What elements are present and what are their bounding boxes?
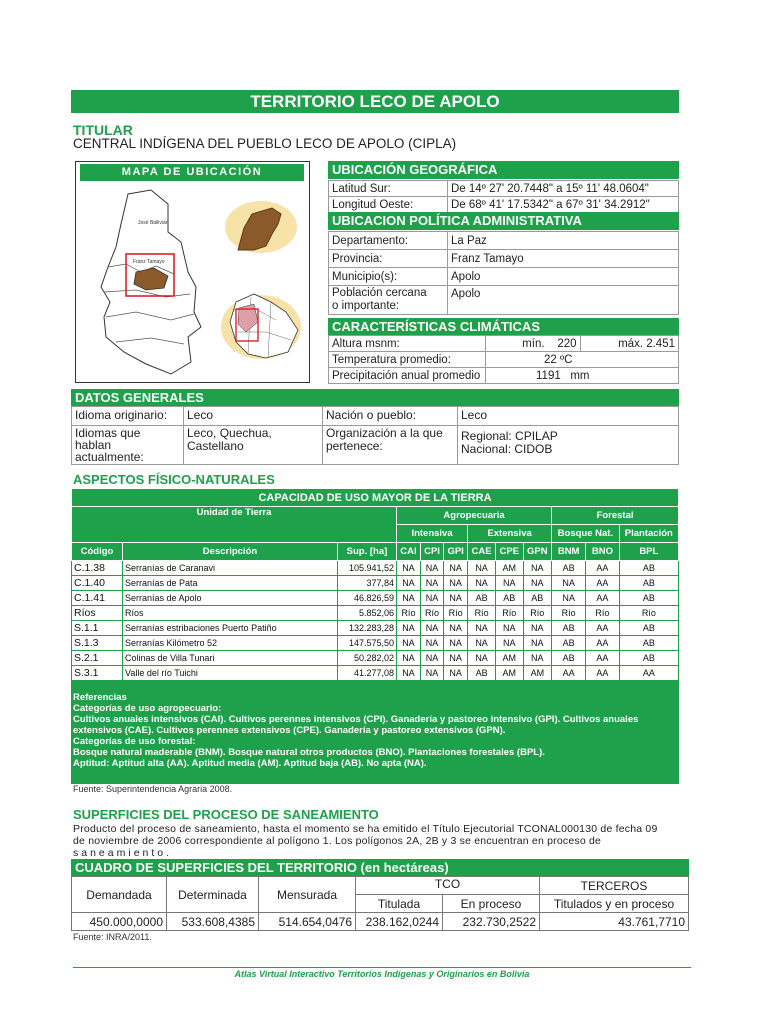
determinada-value: 533.608,4385 (167, 913, 259, 931)
row-description: Serranías Kilómetro 52 (123, 636, 338, 651)
table-row (72, 606, 679, 621)
saneamiento-text-3: saneamiento. (73, 847, 173, 859)
column-header: Descripción (123, 543, 338, 561)
map-illustration (76, 162, 310, 383)
row-description: Colinas de Villa Tunari (123, 651, 338, 666)
ubicacion-table (328, 180, 679, 213)
hablan-value-2: Castellano (187, 439, 244, 453)
forestal-header: Forestal (552, 507, 679, 525)
row-description: Serranías de Pata (123, 576, 338, 591)
intensiva-header: Intensiva (397, 525, 468, 543)
row-aptitude: NA (552, 576, 586, 591)
row-aptitude: Río (420, 606, 443, 621)
row-code: C.1.38 (72, 561, 123, 576)
hablan-label-2: hablan (75, 438, 112, 452)
footer-divider (73, 967, 691, 968)
row-aptitude: NA (397, 621, 421, 636)
cuadro-heading: CUADRO DE SUPERFICIES DEL TERRITORIO (en hectáreas) (71, 859, 689, 876)
referencia-line: extensivos (CAE). Cultivos perennes extensivos (CPE). Ganadería y pastoreo extensivos (GPN). (73, 725, 506, 736)
column-header: CPE (496, 543, 523, 561)
precip-unit: mm (570, 369, 590, 382)
poblacion-value: Apolo (448, 286, 679, 315)
max-label: máx. (618, 337, 644, 350)
column-header: Sup. [ha] (338, 543, 397, 561)
row-aptitude: NA (420, 621, 443, 636)
temp-label: Temperatura promedio: (329, 352, 486, 368)
titulada-header: Titulada (356, 895, 443, 913)
titular-heading: TITULAR (73, 122, 133, 138)
org-label-2: pertenece: (326, 439, 383, 453)
idioma-value: Leco (184, 407, 323, 426)
saneamiento-text (73, 823, 681, 859)
capacidad-table (71, 488, 679, 681)
row-aptitude: AB (619, 561, 678, 576)
row-aptitude: NA (468, 621, 496, 636)
idioma-label: Idioma originario: (72, 407, 184, 426)
row-aptitude: NA (397, 561, 421, 576)
plantacion-header: Plantación (619, 525, 678, 543)
titulada-value: 238.162,0244 (356, 913, 443, 931)
table-row (72, 591, 679, 606)
row-aptitude: NA (420, 651, 443, 666)
dept-value: La Paz (448, 232, 679, 250)
column-header: CAI (397, 543, 421, 561)
column-header: GPN (523, 543, 552, 561)
lon-value: De 68º 41' 17.5342" a 67º 31' 34.2912" (448, 197, 679, 213)
row-aptitude: Río (619, 606, 678, 621)
row-code: S.1.3 (72, 636, 123, 651)
precip-cell (486, 368, 679, 384)
lat-label: Latitud Sur: (329, 181, 448, 197)
altura-label: Altura msnm: (329, 336, 486, 352)
clima-heading: CARACTERÍSTICAS CLIMÁTICAS (328, 318, 679, 336)
column-header: Código (72, 543, 123, 561)
row-code: S.2.1 (72, 651, 123, 666)
row-aptitude: NA (444, 591, 468, 606)
row-aptitude: AB (552, 636, 586, 651)
row-aptitude: AM (523, 666, 552, 681)
row-aptitude: AB (552, 561, 586, 576)
nacion-label: Nación o pueblo: (323, 407, 458, 426)
row-aptitude: AM (496, 651, 523, 666)
aspectos-fuente: Fuente: Superintendencia Agraria 2008. (73, 784, 233, 794)
row-aptitude: AA (586, 666, 619, 681)
hablan-value (184, 426, 323, 465)
min-label: mín. (522, 337, 545, 350)
capacidad-title: CAPACIDAD DE USO MAYOR DE LA TIERRA (72, 489, 679, 507)
row-surface: 147.575,50 (338, 636, 397, 651)
row-aptitude: Río (444, 606, 468, 621)
row-aptitude: Río (397, 606, 421, 621)
row-aptitude: NA (420, 636, 443, 651)
row-code: S.3.1 (72, 666, 123, 681)
hablan-label-1: Idiomas que (75, 426, 141, 440)
row-code: Ríos (72, 606, 123, 621)
hablan-label (72, 426, 184, 465)
row-aptitude: NA (496, 621, 523, 636)
datos-heading: DATOS GENERALES (71, 389, 679, 407)
row-aptitude: NA (468, 636, 496, 651)
table-row (72, 666, 679, 681)
row-aptitude: NA (552, 591, 586, 606)
aspectos-heading: ASPECTOS FÍSICO-NATURALES (73, 472, 275, 487)
row-aptitude: AB (619, 651, 678, 666)
row-surface: 41.277,08 (338, 666, 397, 681)
row-description: Valle del río Tuichi (123, 666, 338, 681)
muni-value: Apolo (448, 268, 679, 286)
prov-value: Franz Tamayo (448, 250, 679, 268)
referencia-line: Categorías de uso forestal: (73, 736, 196, 747)
referencia-line: Bosque natural maderable (BNM). Bosque natural otros productos (BNO). Plantaciones forestales (BPL). (73, 747, 545, 758)
nacion-value: Leco (458, 407, 679, 426)
titular-value: CENTRAL INDÍGENA DEL PUEBLO LECO DE APOLO (CIPLA) (73, 136, 457, 151)
row-aptitude: NA (444, 666, 468, 681)
row-aptitude: NA (444, 651, 468, 666)
poblacion-label-1: Población cercana (332, 287, 427, 299)
column-header-row (72, 543, 679, 561)
altura-max (580, 336, 678, 352)
prov-label: Provincia: (329, 250, 448, 268)
row-surface: 132.283,28 (338, 621, 397, 636)
column-header: GPI (444, 543, 468, 561)
row-aptitude: NA (523, 576, 552, 591)
row-surface: 5.852,06 (338, 606, 397, 621)
row-aptitude: AB (468, 591, 496, 606)
row-aptitude: NA (420, 561, 443, 576)
row-aptitude: AB (619, 621, 678, 636)
row-surface: 46.826,59 (338, 591, 397, 606)
agro-header: Agropecuaria (397, 507, 552, 525)
row-aptitude: NA (397, 576, 421, 591)
row-aptitude: NA (496, 576, 523, 591)
table-row (72, 561, 679, 576)
org-label-1: Organización a la que (326, 426, 443, 440)
row-aptitude: AA (552, 666, 586, 681)
min-value: 220 (557, 337, 577, 350)
row-aptitude: AB (619, 591, 678, 606)
terceros-value: 43.761,7710 (540, 913, 689, 931)
row-aptitude: AB (496, 591, 523, 606)
row-aptitude: AA (586, 636, 619, 651)
row-aptitude: AB (552, 621, 586, 636)
org-value-2: Nacional: CIDOB (461, 442, 553, 456)
referencia-line: Referencias (73, 692, 127, 703)
row-aptitude: NA (444, 576, 468, 591)
demandada-header: Demandada (72, 877, 167, 913)
capacidad-body (72, 561, 679, 681)
row-aptitude: AB (523, 591, 552, 606)
row-aptitude: NA (523, 621, 552, 636)
column-header: CPI (420, 543, 443, 561)
row-aptitude: NA (468, 651, 496, 666)
row-aptitude: NA (397, 651, 421, 666)
max-value: 2.451 (646, 337, 675, 350)
row-description: Ríos (123, 606, 338, 621)
row-description: Serranías de Caranavi (123, 561, 338, 576)
referencia-line: Aptitud: Aptitud alta (AA). Aptitud media (AM). Aptitud baja (AB). No apta (NA). (73, 758, 427, 769)
row-aptitude: NA (397, 666, 421, 681)
row-aptitude: NA (523, 651, 552, 666)
unidad-header: Unidad de Tierra (72, 507, 397, 543)
datos-table (71, 406, 679, 465)
extensiva-header: Extensiva (468, 525, 552, 543)
row-code: S.1.1 (72, 621, 123, 636)
row-aptitude: AB (619, 636, 678, 651)
column-header: BNM (552, 543, 586, 561)
tco-header: TCO (356, 877, 540, 895)
table-row (72, 651, 679, 666)
politica-heading: UBICACION POLÍTICA ADMINISTRATIVA (328, 212, 679, 230)
row-aptitude: NA (523, 636, 552, 651)
row-description: Serranías estribaciones Puerto Patiño (123, 621, 338, 636)
row-aptitude: Río (496, 606, 523, 621)
row-aptitude: NA (420, 591, 443, 606)
row-aptitude: NA (444, 621, 468, 636)
org-label (323, 426, 458, 465)
clima-table (328, 335, 679, 384)
saneamiento-text-1: Producto del proceso de saneamiento, hasta el momento se ha emitido el Título Ejecutorial TCONAL000130 de fecha 09 (73, 823, 658, 835)
row-aptitude: Río (552, 606, 586, 621)
saneamiento-fuente: Fuente: INRA/2011. (73, 932, 152, 942)
footer-text: Atlas Virtual Interactivo Territorios Indígenas y Originarios en Bolivia (234, 969, 530, 979)
precip-label: Precipitación anual promedio (329, 368, 486, 384)
row-aptitude: AB (468, 666, 496, 681)
bosque-header: Bosque Nat. (552, 525, 620, 543)
org-value-1: Regional: CPILAP (461, 429, 558, 443)
precip-value: 1191 (536, 369, 561, 382)
table-row (72, 576, 679, 591)
map-heading: MAPA DE UBICACIÓN (80, 164, 304, 181)
muni-label: Municipio(s): (329, 268, 448, 286)
row-aptitude: AA (586, 591, 619, 606)
row-aptitude: AA (586, 651, 619, 666)
row-aptitude: NA (397, 636, 421, 651)
row-aptitude: NA (523, 561, 552, 576)
row-surface: 377,84 (338, 576, 397, 591)
referencia-line: Cultivos anuales intensivos (CAI). Cultivos perennes intensivos (CPI). Ganadería y pastoreo intensivo (GPI). Cultivos anuales (73, 714, 639, 725)
location-map (75, 161, 310, 383)
row-aptitude: AA (586, 576, 619, 591)
label-jose: José Ballivián (138, 220, 169, 226)
poblacion-label (329, 286, 448, 315)
row-aptitude: NA (420, 576, 443, 591)
titulados-header: Titulados y en proceso (540, 895, 689, 913)
row-code: C.1.41 (72, 591, 123, 606)
altura-min (486, 336, 581, 352)
mensurada-value: 514.654,0476 (259, 913, 356, 931)
row-aptitude: AA (619, 666, 678, 681)
row-aptitude: NA (420, 666, 443, 681)
determinada-header: Determinada (167, 877, 259, 913)
row-aptitude: AA (586, 621, 619, 636)
org-value (458, 426, 679, 465)
row-aptitude: AM (496, 666, 523, 681)
row-aptitude: NA (444, 636, 468, 651)
referencias (73, 692, 677, 769)
row-aptitude: Río (523, 606, 552, 621)
row-aptitude: NA (468, 561, 496, 576)
hablan-label-3: actualmente: (75, 450, 144, 464)
row-aptitude: NA (468, 576, 496, 591)
dept-label: Departamento: (329, 232, 448, 250)
row-aptitude: NA (397, 591, 421, 606)
row-aptitude: NA (444, 561, 468, 576)
row-aptitude: Río (586, 606, 619, 621)
lat-value: De 14º 27' 20.7448" a 15º 11' 48.0604" (448, 181, 679, 197)
column-header: BPL (619, 543, 678, 561)
saneamiento-text-2: de noviembre de 2006 correspondiente al polígono 1. Los polígonos 2A, 2B y 3 se encuentran en proceso de (73, 835, 602, 847)
row-aptitude: AB (552, 651, 586, 666)
column-header: CAE (468, 543, 496, 561)
poblacion-label-2: o importante: (332, 300, 400, 312)
row-description: Serranías de Apolo (123, 591, 338, 606)
column-header: BNO (586, 543, 619, 561)
mensurada-header: Mensurada (259, 877, 356, 913)
table-row (72, 621, 679, 636)
row-aptitude: AM (496, 561, 523, 576)
saneamiento-heading: SUPERFICIES DEL PROCESO DE SANEAMIENTO (73, 807, 379, 822)
politica-table (328, 231, 679, 315)
superficies-table (71, 876, 689, 931)
label-franz: Franz Tamayo (133, 259, 165, 265)
hablan-value-1: Leco, Quechua, (187, 426, 272, 440)
ubicacion-heading: UBICACIÓN GEOGRÁFICA (328, 161, 679, 179)
table-row (72, 636, 679, 651)
row-code: C.1.40 (72, 576, 123, 591)
row-surface: 105.941,52 (338, 561, 397, 576)
en-proceso-header: En proceso (443, 895, 540, 913)
row-aptitude: AA (586, 561, 619, 576)
lon-label: Longitud Oeste: (329, 197, 448, 213)
row-surface: 50.282,02 (338, 651, 397, 666)
terceros-header: TERCEROS (540, 877, 689, 895)
page-title: TERRITORIO LECO DE APOLO (71, 90, 679, 113)
temp-value: 22 ºC (486, 352, 679, 368)
demandada-value: 450.000,0000 (72, 913, 167, 931)
row-aptitude: NA (496, 636, 523, 651)
referencia-line: Categorías de uso agropecuario: (73, 703, 222, 714)
row-aptitude: Río (468, 606, 496, 621)
en-proceso-value: 232.730,2522 (443, 913, 540, 931)
row-aptitude: AB (619, 576, 678, 591)
